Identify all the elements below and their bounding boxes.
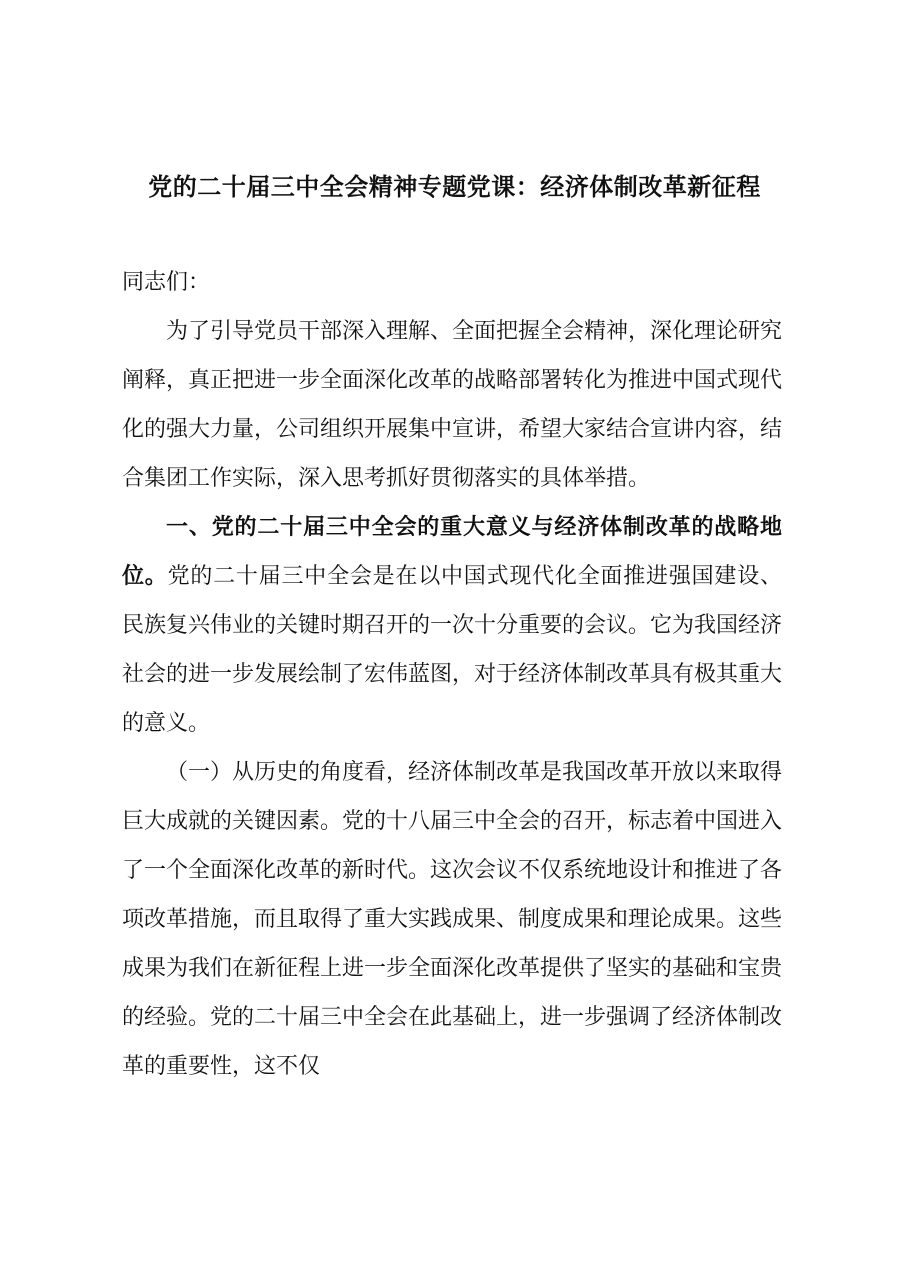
- section-1-heading: 一、党的二十届三中全会的重大意义与经济体制改革的战略地位。: [122, 514, 782, 589]
- document-title: 党的二十届三中全会精神专题党课：经济体制改革新征程: [148, 172, 761, 201]
- subsection-1-paragraph: （一）从历史的角度看，经济体制改革是我国改革开放以来取得巨大成就的关键因素。党的十八届三中全会的召开，标志着中国进入了一个全面深化改革的新时代。这次会议不仅系统地设计和推进了各项改革措施，而且取得了重大实践成果、制度成果和理论成果。这些成果为我们在新征程上进一步全面深化改革提供了坚实的基础和宝贵的经验。党的二十届三中全会在此基础上，进一步强调了经济体制改革的重要性，这不仅: [122, 760, 783, 1079]
- section-1-text: 党的二十届三中全会是在以中国式现代化全面推进强国建设、民族复兴伟业的关键时期召开的一次十分重要的会议。它为我国经济社会的进一步发展绘制了宏伟蓝图，对于经济体制改革具有极其重大的意义。: [122, 564, 783, 736]
- section-1-paragraph: [122, 503, 782, 748]
- intro-paragraph: 为了引导党员干部深入理解、全面把握全会精神，深化理论研究阐释，真正把进一步全面深化改革的战略部署转化为推进中国式现代化的强大力量，公司组织开展集中宣讲，希望大家结合宣讲内容，结合集团工作实际，深入思考抓好贯彻落实的具体举措。: [122, 319, 783, 491]
- greeting-line: 同志们：: [122, 270, 211, 295]
- document-body: [122, 258, 782, 1091]
